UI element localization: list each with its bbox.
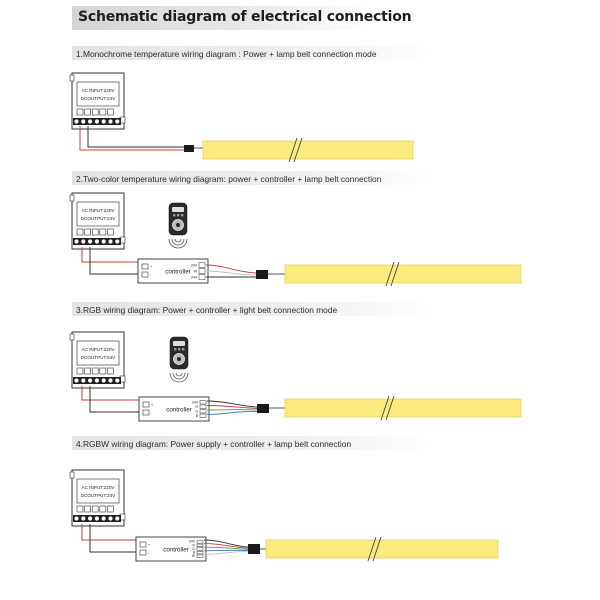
terminal-screw <box>74 239 78 243</box>
controller-input-pin: + <box>148 543 151 547</box>
psu-ac-input-text: AC INPUT:220V <box>81 347 115 352</box>
terminal-screw <box>88 516 92 520</box>
power-supply-1 <box>70 73 125 129</box>
section-1-label: 1.Monochrome temperature wiring diagram : Power + lamp belt connection mode <box>76 49 377 59</box>
terminal-screw <box>108 378 112 382</box>
psu-terminal-symbol <box>85 506 91 512</box>
controller-output-pin: R <box>195 404 198 409</box>
psu-terminal-symbol <box>100 109 106 115</box>
psu-dc-output-text: DCOUTPUT:24V <box>80 96 116 101</box>
connector-plug <box>184 145 194 152</box>
controller-label: controller <box>166 406 192 414</box>
psu-terminal-symbol <box>107 229 113 235</box>
controller-output-terminal <box>199 263 205 268</box>
section-2-label: 2.Two-color temperature wiring diagram: power + controller + lamp belt connection <box>76 174 382 184</box>
wire-rgbw <box>204 550 248 551</box>
terminal-screw <box>102 378 106 382</box>
controller-input-pin: - <box>148 551 150 555</box>
terminal-screw <box>88 239 92 243</box>
wire-rgbw <box>204 552 248 555</box>
psu-terminal-symbol <box>107 109 113 115</box>
psu-dc-output-text: DCOUTPUT:24V <box>80 493 116 498</box>
controller-output-terminal <box>200 410 206 414</box>
psu-terminal-symbol <box>107 368 113 374</box>
terminal-screw <box>81 239 85 243</box>
psu-terminal-symbol <box>77 109 83 115</box>
terminal-screw <box>115 239 119 243</box>
signal-arc <box>169 239 187 248</box>
controller-input-terminal <box>140 550 146 555</box>
psu-terminal-symbol <box>85 368 91 374</box>
terminal-screw <box>95 378 99 382</box>
power-supply-4 <box>70 470 125 526</box>
psu-terminal-symbol <box>85 229 91 235</box>
psu-label-plate <box>77 82 119 106</box>
controller-input-terminal <box>140 542 146 547</box>
psu-ac-input-text: AC INPUT:220V <box>81 88 115 93</box>
psu-terminal-symbol <box>77 229 83 235</box>
psu-terminal-symbol <box>85 109 91 115</box>
remote-button <box>174 348 176 350</box>
wire-negative <box>90 247 140 274</box>
led-strip-body <box>285 265 521 283</box>
terminal-screw <box>88 378 92 382</box>
controller-output-pin: G <box>195 409 198 414</box>
wire-negative <box>90 524 138 552</box>
signal-arc <box>176 373 182 376</box>
psu-dc-output-text: DCOUTPUT:24V <box>80 355 116 360</box>
terminal-screw <box>74 516 78 520</box>
terminal-screw <box>81 378 85 382</box>
terminal-screw <box>102 119 106 123</box>
terminal-screw <box>102 516 106 520</box>
remote-center-button <box>177 357 181 361</box>
psu-dc-output-text: DCOUTPUT:24V <box>80 216 116 221</box>
controller-input-pin: - <box>150 273 152 277</box>
controller-label: controller <box>165 268 191 276</box>
controller-output-pin: 24V <box>190 263 197 268</box>
controller-4 <box>136 537 206 561</box>
psu-terminal-symbol <box>77 506 83 512</box>
power-supply-3 <box>70 332 125 388</box>
terminal-screw <box>102 239 106 243</box>
controller-output-terminal <box>197 548 203 551</box>
controller-output-terminal <box>197 555 203 558</box>
signal-arc <box>170 373 188 382</box>
psu-terminal-symbol <box>92 506 98 512</box>
section-3-label: 3.RGB wiring diagram: Power + controller + light belt connection mode <box>76 305 338 315</box>
terminal-screw <box>108 239 112 243</box>
connector-plug <box>248 544 260 554</box>
terminal-screw <box>74 378 78 382</box>
psu-label-plate <box>77 479 119 503</box>
controller-label: controller <box>163 546 189 554</box>
controller-input-terminal <box>142 264 148 269</box>
controller-output-pin: R <box>192 543 195 548</box>
psu-ac-input-text: AC INPUT:220V <box>81 485 115 490</box>
controller-output-pin: B <box>195 413 198 418</box>
remote-button <box>178 348 180 350</box>
led-strip-body <box>266 540 498 558</box>
psu-terminal-symbol <box>100 229 106 235</box>
power-supply-2 <box>70 193 125 249</box>
wire-w <box>206 271 256 275</box>
terminal-screw <box>108 119 112 123</box>
psu-terminal-symbol <box>92 109 98 115</box>
terminal-screw <box>108 516 112 520</box>
led-strip-body <box>285 399 521 417</box>
controller-input-terminal <box>143 402 149 407</box>
section-4-label: 4.RGBW wiring diagram: Power supply + controller + lamp belt connection <box>76 439 352 449</box>
signal-arc <box>175 239 181 242</box>
remote-button <box>182 348 184 350</box>
controller-output-pin: W <box>191 554 195 559</box>
psu-terminal-symbol <box>77 368 83 374</box>
terminal-screw <box>88 119 92 123</box>
controller-input-pin: + <box>151 403 154 407</box>
led-strip-1 <box>203 138 413 162</box>
remote-control-icon <box>169 203 187 235</box>
terminal-screw <box>81 119 85 123</box>
psu-terminal-symbol <box>92 229 98 235</box>
wire-negative <box>90 386 141 412</box>
terminal-screw <box>95 239 99 243</box>
controller-output-terminal <box>200 405 206 409</box>
controller-output-pin: G <box>192 546 195 551</box>
terminal-screw <box>115 516 119 520</box>
controller-output-terminal <box>199 269 205 274</box>
controller-3 <box>139 397 209 421</box>
terminal-screw <box>115 119 119 123</box>
wire-rgb <box>207 411 257 414</box>
remote-button <box>181 214 183 216</box>
wire-positive <box>80 126 184 150</box>
remote-screen <box>172 207 184 212</box>
psu-terminal-symbol <box>100 506 106 512</box>
psu-mount-tab <box>70 75 74 81</box>
controller-output-pin: W <box>193 269 197 274</box>
terminal-screw <box>74 119 78 123</box>
psu-mount-tab <box>70 195 74 201</box>
psu-terminal-symbol <box>107 506 113 512</box>
controller-output-pin: 24V <box>188 539 195 544</box>
psu-mount-tab <box>70 472 74 478</box>
controller-output-pin: 24V <box>191 400 198 405</box>
terminal-screw <box>95 119 99 123</box>
signal-waves-icon <box>169 239 187 248</box>
wire-rgb <box>207 401 257 407</box>
controller-output-pin: B <box>192 550 195 555</box>
psu-label-plate <box>77 202 119 226</box>
wire-24v <box>206 265 256 273</box>
signal-waves-icon <box>170 373 188 382</box>
psu-label-plate <box>77 341 119 365</box>
remote-button <box>173 214 175 216</box>
led-strip-3 <box>285 396 521 420</box>
controller-output-terminal <box>197 551 203 554</box>
psu-ac-input-text: AC INPUT:220V <box>81 208 115 213</box>
controller-input-pin: - <box>151 411 153 415</box>
terminal-screw <box>115 378 119 382</box>
controller-input-pin: + <box>150 265 153 269</box>
remote-control-icon <box>170 337 188 369</box>
controller-2 <box>138 259 208 283</box>
remote-screen <box>173 341 185 346</box>
controller-output-terminal <box>197 544 203 547</box>
controller-output-pin: 24V <box>190 275 197 280</box>
controller-output-terminal <box>200 401 206 405</box>
led-strip-body <box>203 141 413 159</box>
controller-input-terminal <box>142 272 148 277</box>
terminal-screw <box>81 516 85 520</box>
remote-center-button <box>176 223 180 227</box>
psu-terminal-symbol <box>100 368 106 374</box>
psu-mount-tab <box>70 334 74 340</box>
led-strip-2 <box>285 262 521 286</box>
page-title: Schematic diagram of electrical connection <box>78 9 412 25</box>
controller-output-terminal <box>199 275 205 280</box>
connector-plug <box>257 404 269 413</box>
led-strip-4 <box>266 537 498 561</box>
psu-terminal-symbol <box>92 368 98 374</box>
terminal-screw <box>95 516 99 520</box>
connector-plug <box>256 270 268 279</box>
controller-output-terminal <box>200 414 206 418</box>
remote-button <box>177 214 179 216</box>
controller-output-terminal <box>197 541 203 544</box>
controller-input-terminal <box>143 410 149 415</box>
